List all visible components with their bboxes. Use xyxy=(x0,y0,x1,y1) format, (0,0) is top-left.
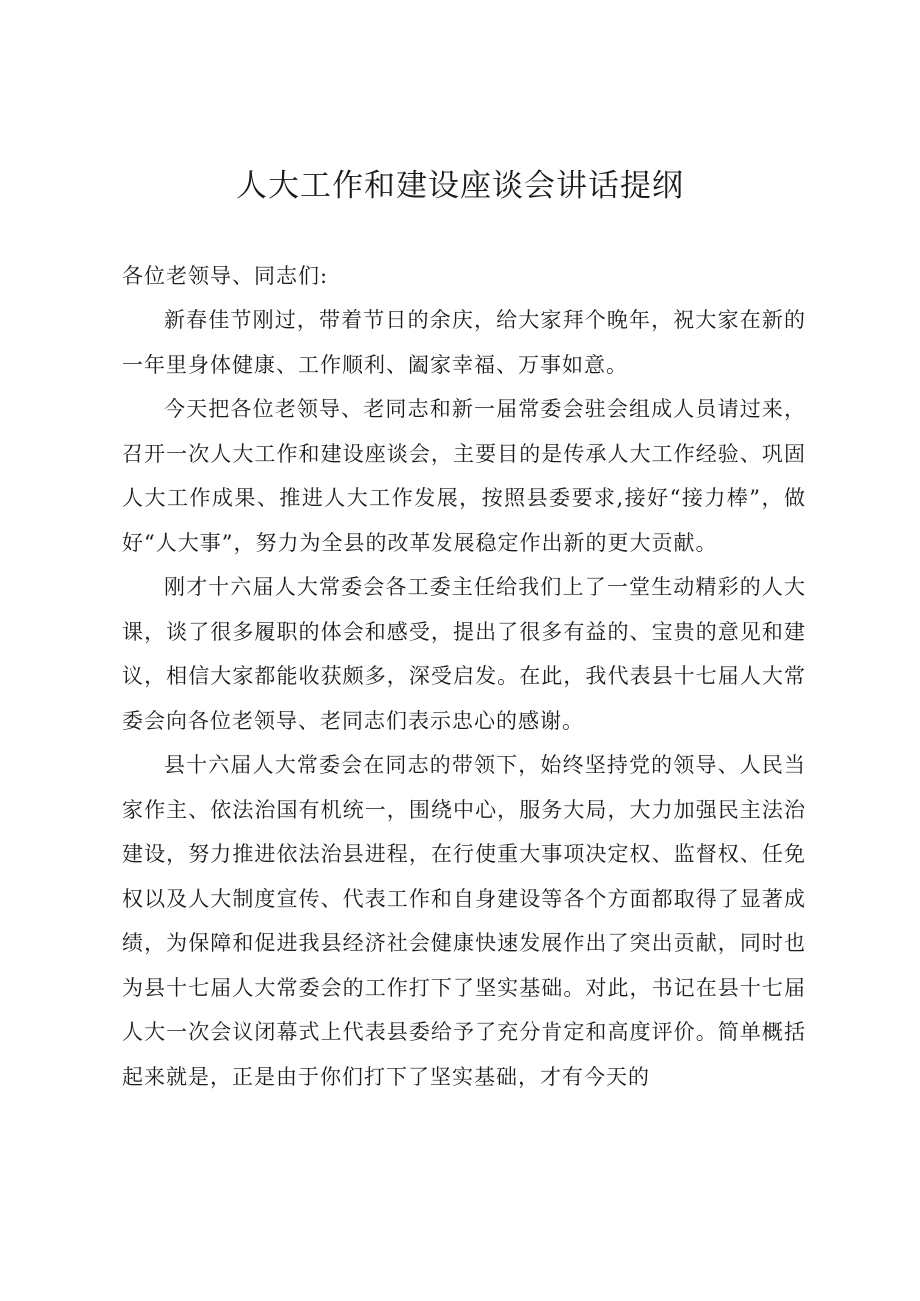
paragraph-purpose: 今天把各位老领导、老同志和新一届常委会驻会组成人员请过来，召开一次人大工作和建设座谈会，主要目的是传承人大工作经验、巩固人大工作成果、推进人大工作发展，按照县委要求,接好“接力棒”，做好“人大事”，努力为全县的改革发展稳定作出新的更大贡献。 xyxy=(122,397,806,555)
document-body xyxy=(122,254,806,1099)
paragraph-thanks: 刚才十六届人大常委会各工委主任给我们上了一堂生动精彩的人大课，谈了很多履职的体会和感受，提出了很多有益的、宝贵的意见和建议，相信大家都能收获颇多，深受启发。在此，我代表县十七届人大常委会向各位老领导、老同志们表示忠心的感谢。 xyxy=(122,575,806,733)
document-title: 人大工作和建设座谈会讲话提纲 xyxy=(236,168,684,204)
paragraph-achievements: 县十六届人大常委会在同志的带领下，始终坚持党的领导、人民当家作主、依法治国有机统一，围绕中心，服务大局，大力加强民主法治建设，努力推进依法治县进程，在行使重大事项决定权、监督权、任免权以及人大制度宣传、代表工作和自身建设等各个方面都取得了显著成绩，为保障和促进我县经济社会健康快速发展作出了突出贡献，同时也为县十七届人大常委会的工作打下了坚实基础。对此，书记在县十七届人大一次会议闭幕式上代表县委给予了充分肯定和高度评价。简单概括起来就是，正是由于你们打下了坚实基础，才有今天的 xyxy=(122,753,806,1089)
paragraph-greeting: 新春佳节刚过，带着节日的余庆，给大家拜个晚年，祝大家在新的一年里身体健康、工作顺利、阖家幸福、万事如意。 xyxy=(122,308,806,377)
salutation: 各位老领导、同志们: xyxy=(122,264,329,288)
